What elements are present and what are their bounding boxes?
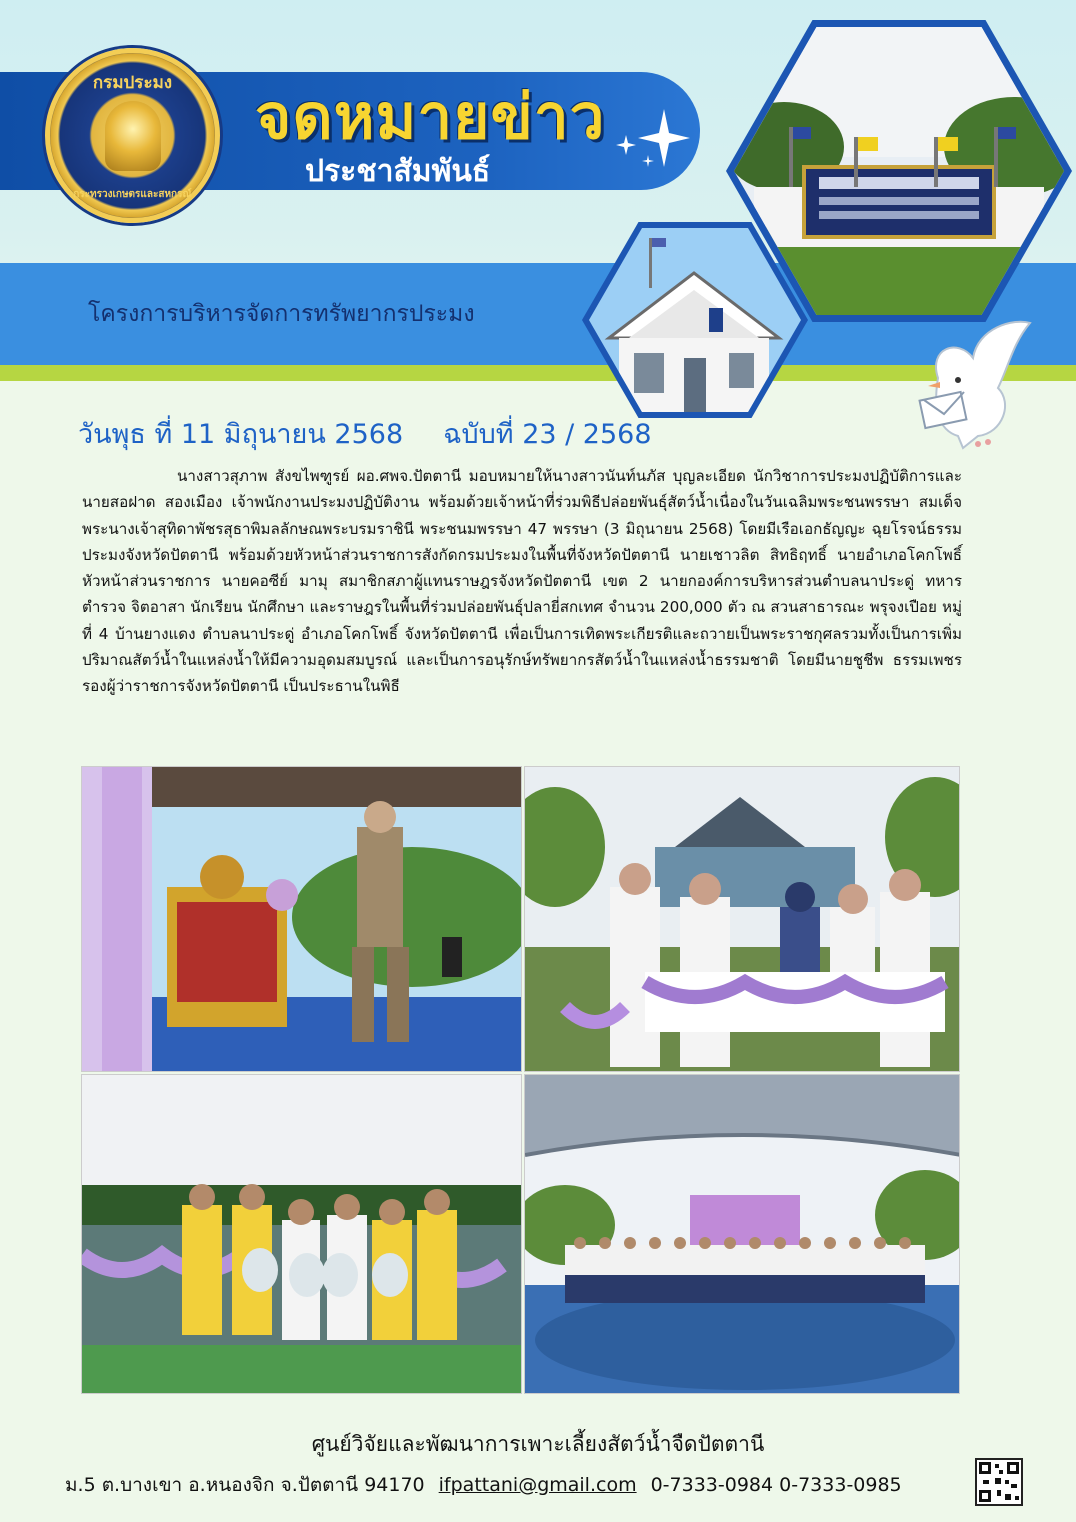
footer-address: ม.5 ต.บางเขา อ.หนองจิก จ.ปัตตานี 94170 bbox=[65, 1474, 425, 1496]
footer-center-name: ศูนย์วิจัยและพัฒนาการเพาะเลี้ยงสัตว์น้ำจืดปัตตานี bbox=[311, 1432, 765, 1456]
photo-ceremony-offering bbox=[81, 766, 522, 1072]
issue-number: ฉบับที่ 23 / 2568 bbox=[443, 419, 652, 450]
sparkle-icon bbox=[612, 105, 692, 175]
issue-date-line bbox=[78, 412, 652, 455]
article-body: นางสาวสุภาพ สังขไพฑูรย์ ผอ.ศพจ.ปัตตานี มอบหมายให้นางสาวนันท์นภัส บุญละเอียด นักวิชาการประมงปฏิบัติการและ นายสอฝาด สองเมือง เจ้าพนักงานประมงปฏิบัติงาน พร้อมด้วยเจ้าหน้าที่ร่วมพิธีปล่อยพันธุ์สัตว์น้ำเนื่องในวันเฉลิมพระชนพรรษา สมเด็จพระนางเจ้าสุทิดาพัชรสุธาพิมลลักษณพระบรมราชินี พระชนมพรรษา 47 พรรษา (3 มิถุนายน 2568) โดยมีเรือเอกธัญญะ ฉุยโรจน์ธรรม ประมงจังหวัดปัตตานี พร้อมด้วยหัวหน้าส่วนราชการสังกัดกรมประมงในพื้นที่จังหวัดปัตตานี นายเชาวลิต สิทธิฤทธิ์ นายอำเภอโคกโพธิ์หัวหน้าส่วนราชการ นายคอซีย์ มามุ สมาชิกสภาผู้แทนราษฎรจังหวัดปัตตานี เขต 2 นายกองค์การบริหารส่วนตำบลนาประดู่ ทหาร ตำรวจ จิตอาสา นักเรียน นักศึกษา และราษฎรในพื้นที่ร่วมปล่อยพันธุ์ปลายี่สกเทศ จำนวน 200,000 ตัว ณ สวนสาธารณะ พรุจงเปือย หมู่ที่ 4 บ้านยางแดง ตำบลนาประดู่ อำเภอโคกโพธิ์ จังหวัดปัตตานี เพื่อเป็นการเทิดพระเกียรติและถวายเป็นพระราชกุศลรวมทั้งเป็นการเพิ่มปริมาณสัตว์น้ำในแหล่งน้ำให้มีความอุดมสมบูรณ์ และเป็นการอนุรักษ์ทรัพยากรสัตว์น้ำในแหล่งน้ำธรรมชาติ โดยมีนายชูชีพ ธรรมเพชร รองผู้ว่าราชการจังหวัดปัตตานี เป็นประธานในพิธี bbox=[82, 467, 962, 696]
department-logo bbox=[45, 48, 220, 223]
newsletter-subtitle: ประชาสัมพันธ์ bbox=[305, 154, 491, 189]
newsletter-title: จดหมายข่าว bbox=[255, 80, 606, 153]
photo-group-under-pavilion bbox=[524, 1074, 960, 1394]
dove-with-letter-icon bbox=[918, 318, 1038, 453]
issue-date: วันพุธ ที่ 11 มิถุนายน 2568 bbox=[78, 419, 404, 450]
qr-code-icon[interactable] bbox=[975, 1458, 1023, 1506]
green-stripe bbox=[0, 365, 1076, 381]
footer-contact bbox=[65, 1470, 902, 1500]
footer-email-link[interactable]: ifpattani@gmail.com bbox=[438, 1474, 637, 1496]
logo-text-bottom: กระทรวงเกษตรและสหกรณ์ bbox=[73, 189, 192, 200]
project-label: โครงการบริหารจัดการทรัพยากรประมง bbox=[88, 301, 475, 327]
logo-text-top: กรมประมง bbox=[92, 73, 173, 93]
logo-emblem-icon bbox=[105, 101, 161, 171]
footer-phones: 0-7333-0984 0-7333-0985 bbox=[650, 1474, 902, 1496]
photo-officials-releasing-fish bbox=[524, 766, 960, 1072]
photo-group-with-fish-bags bbox=[81, 1074, 522, 1394]
